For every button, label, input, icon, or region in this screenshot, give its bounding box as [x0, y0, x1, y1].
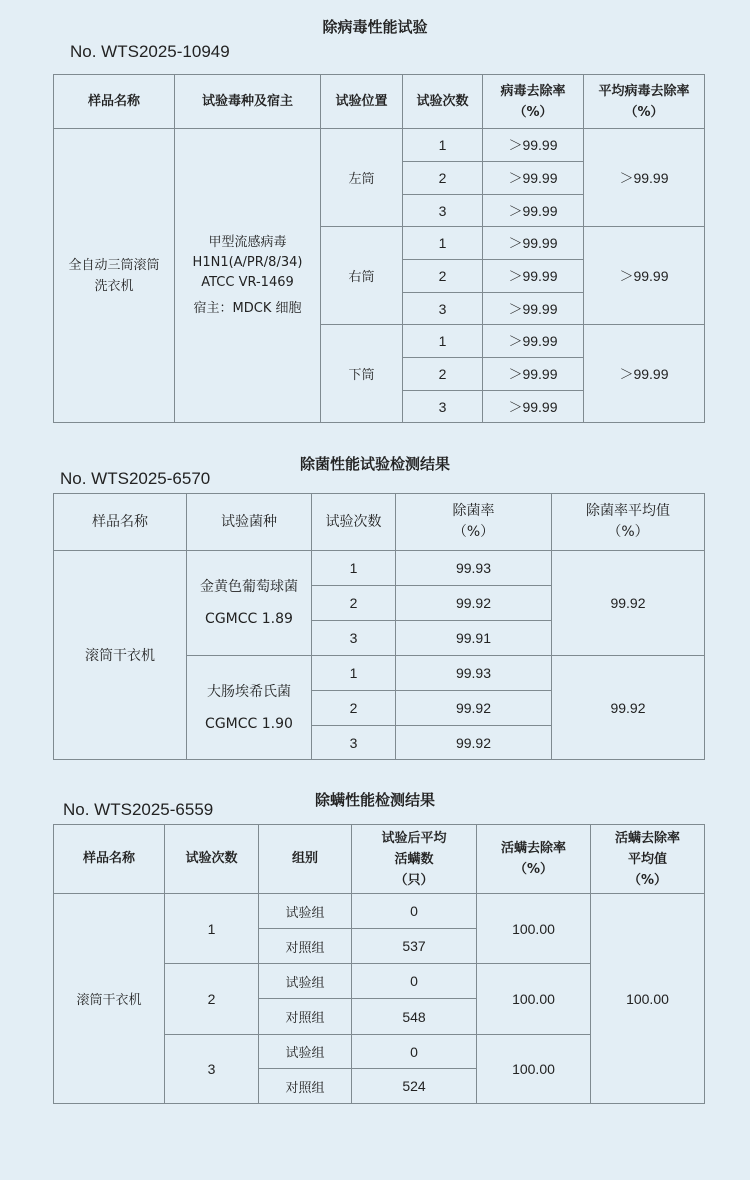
- header-average-sterilization-rate: 除菌率平均值 （%）: [552, 494, 705, 551]
- mites-data-row: [54, 894, 705, 929]
- removal-rate-cell: ＞99.99: [483, 129, 584, 162]
- trial-number-cell: 2: [403, 358, 483, 391]
- header-trial-count: 试验次数: [312, 494, 396, 551]
- sample-name-cell: 滚筒干衣机: [54, 551, 187, 760]
- trial-number-cell: 2: [312, 586, 396, 621]
- sterilization-rate-cell: 99.93: [396, 551, 552, 586]
- average-removal-rate-cell: ＞99.99: [584, 227, 705, 325]
- strain-host-cell: [175, 129, 321, 423]
- virus-table: [53, 74, 705, 423]
- removal-rate-cell: ＞99.99: [483, 358, 584, 391]
- header-sample-name: 样品名称: [54, 494, 187, 551]
- group-cell: 对照组: [259, 1069, 352, 1104]
- removal-rate-cell: ＞99.99: [483, 227, 584, 260]
- trial-number-cell: 1: [403, 227, 483, 260]
- trial-number-cell: 3: [403, 293, 483, 325]
- removal-rate-cell: ＞99.99: [483, 293, 584, 325]
- trial-number-cell: 1: [403, 325, 483, 358]
- header-trial-count: 试验次数: [403, 75, 483, 129]
- mites-title: 除螨性能检测结果: [314, 791, 435, 809]
- removal-rate-cell: ＞99.99: [483, 325, 584, 358]
- live-mite-count-cell: 0: [352, 1035, 477, 1069]
- strain-cell: 大肠埃希氏菌 CGMCC 1.90: [187, 656, 312, 760]
- bacteria-header-row: [54, 494, 705, 551]
- removal-rate-cell: ＞99.99: [483, 162, 584, 195]
- mite-removal-rate-cell: 100.00: [477, 894, 591, 964]
- header-position: 试验位置: [321, 75, 403, 129]
- group-cell: 试验组: [259, 894, 352, 929]
- group-cell: 试验组: [259, 964, 352, 999]
- sterilization-rate-cell: 99.92: [396, 586, 552, 621]
- sterilization-rate-cell: 99.92: [396, 691, 552, 726]
- header-sample-name: 样品名称: [54, 825, 165, 894]
- average-removal-rate-cell: ＞99.99: [584, 129, 705, 227]
- bacteria-report-number: No. WTS2025-6570: [60, 469, 211, 488]
- average-mite-removal-rate-cell: 100.00: [591, 894, 705, 1104]
- trial-number-cell: 2: [165, 964, 259, 1035]
- average-sterilization-rate-cell: 99.92: [552, 551, 705, 656]
- mites-table: [53, 824, 705, 1104]
- position-cell: 下筒: [321, 325, 403, 423]
- sample-name-cell: 滚筒干衣机: [54, 894, 165, 1104]
- virus-report-number: No. WTS2025-10949: [70, 42, 230, 61]
- trial-number-cell: 1: [312, 551, 396, 586]
- header-sterilization-rate: 除菌率 （%）: [396, 494, 552, 551]
- sterilization-rate-cell: 99.93: [396, 656, 552, 691]
- removal-rate-cell: ＞99.99: [483, 195, 584, 227]
- header-trial-count: 试验次数: [165, 825, 259, 894]
- trial-number-cell: 1: [403, 129, 483, 162]
- group-cell: 对照组: [259, 929, 352, 964]
- trial-number-cell: 2: [403, 162, 483, 195]
- header-average-live-mites: 试验后平均 活螨数 （只）: [352, 825, 477, 894]
- strain-line: H1N1(A/PR/8/34): [192, 254, 303, 270]
- header-group: 组别: [259, 825, 352, 894]
- virus-data-row: [54, 129, 705, 162]
- trial-number-cell: 3: [312, 726, 396, 760]
- virus-title: 除病毒性能试验: [322, 18, 428, 36]
- trial-number-cell: 2: [312, 691, 396, 726]
- header-strain: 试验菌种: [187, 494, 312, 551]
- live-mite-count-cell: 0: [352, 894, 477, 929]
- removal-rate-cell: ＞99.99: [483, 391, 584, 423]
- mites-report-number: No. WTS2025-6559: [63, 800, 214, 819]
- position-cell: 左筒: [321, 129, 403, 227]
- strain-line: ATCC VR-1469: [201, 274, 294, 290]
- group-cell: 对照组: [259, 999, 352, 1035]
- sample-name-cell: 全自动三筒滚筒 洗衣机: [54, 129, 175, 423]
- sterilization-rate-cell: 99.92: [396, 726, 552, 760]
- bacteria-data-row: [54, 551, 705, 586]
- mite-removal-rate-cell: 100.00: [477, 964, 591, 1035]
- live-mite-count-cell: 524: [352, 1069, 477, 1104]
- live-mite-count-cell: 548: [352, 999, 477, 1035]
- mites-header-row: [54, 825, 705, 894]
- trial-number-cell: 3: [165, 1035, 259, 1104]
- header-strain-host: 试验毒种及宿主: [175, 75, 321, 129]
- trial-number-cell: 3: [312, 621, 396, 656]
- live-mite-count-cell: 0: [352, 964, 477, 999]
- bacteria-table: [53, 493, 705, 760]
- trial-number-cell: 3: [403, 195, 483, 227]
- sterilization-rate-cell: 99.91: [396, 621, 552, 656]
- bacteria-title: 除菌性能试验检测结果: [299, 455, 450, 473]
- header-removal-rate: 病毒去除率 （%）: [483, 75, 584, 129]
- strain-line: 宿主：MDCK 细胞: [193, 300, 302, 316]
- virus-header-row: [54, 75, 705, 129]
- removal-rate-cell: ＞99.99: [483, 260, 584, 293]
- trial-number-cell: 1: [165, 894, 259, 964]
- trial-number-cell: 2: [403, 260, 483, 293]
- live-mite-count-cell: 537: [352, 929, 477, 964]
- group-cell: 试验组: [259, 1035, 352, 1069]
- header-average-removal-rate: 平均病毒去除率 （%）: [584, 75, 705, 129]
- header-sample-name: 样品名称: [54, 75, 175, 129]
- mite-removal-rate-cell: 100.00: [477, 1035, 591, 1104]
- header-mite-removal-rate: 活螨去除率 （%）: [477, 825, 591, 894]
- trial-number-cell: 3: [403, 391, 483, 423]
- header-average-mite-removal-rate: 活螨去除率 平均值 （%）: [591, 825, 705, 894]
- strain-line: 甲型流感病毒: [208, 234, 287, 250]
- average-sterilization-rate-cell: 99.92: [552, 656, 705, 760]
- position-cell: 右筒: [321, 227, 403, 325]
- average-removal-rate-cell: ＞99.99: [584, 325, 705, 423]
- strain-cell: 金黄色葡萄球菌 CGMCC 1.89: [187, 551, 312, 656]
- trial-number-cell: 1: [312, 656, 396, 691]
